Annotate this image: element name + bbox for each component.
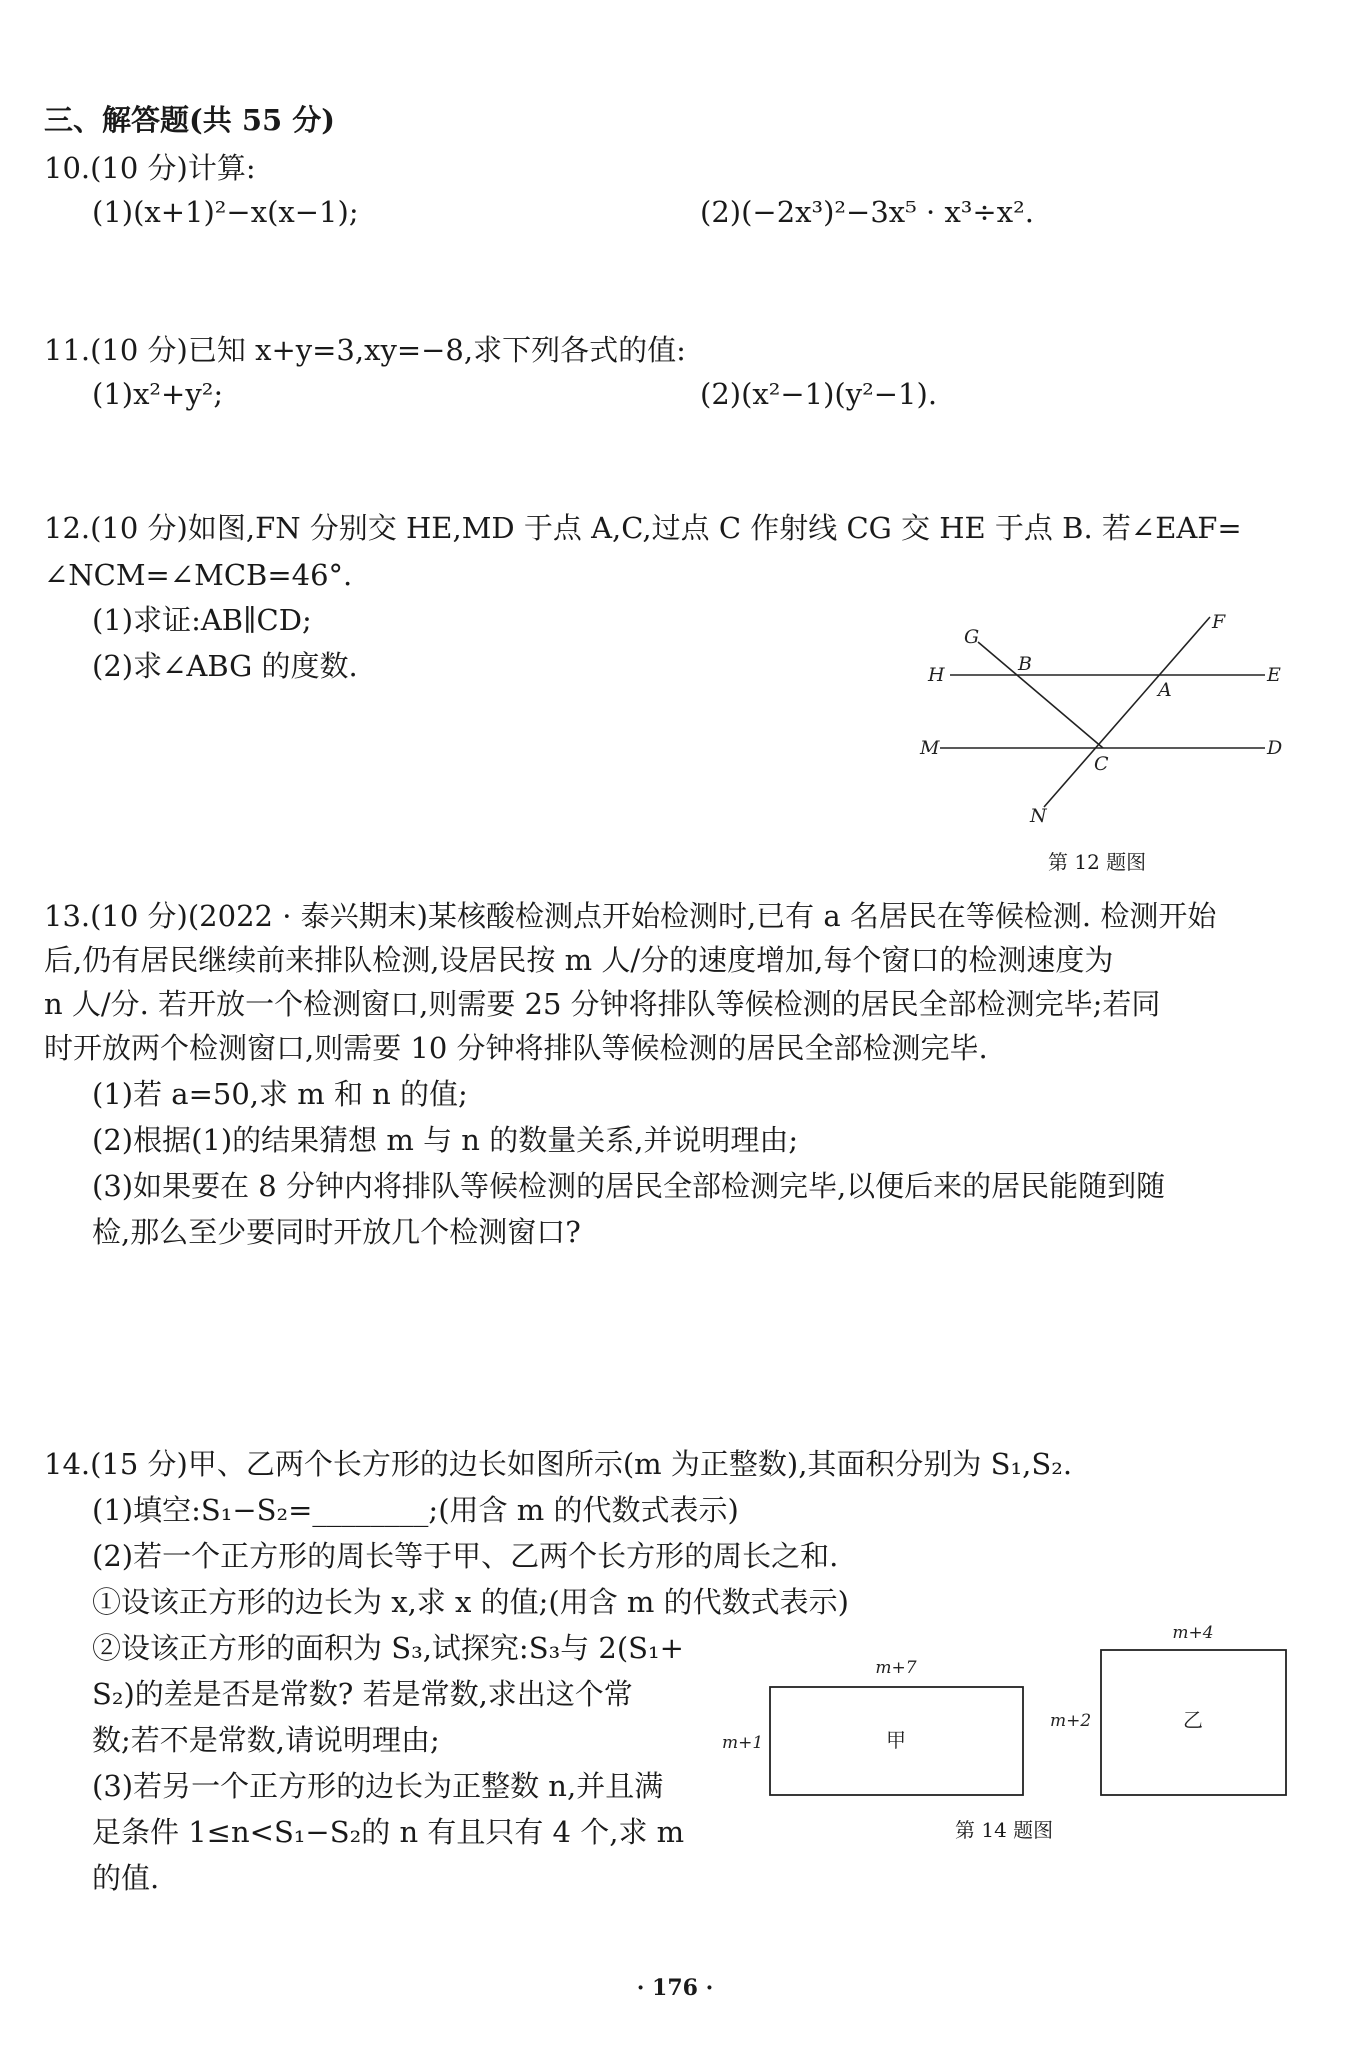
q13-part3-line2: 检,那么至少要同时开放几个检测窗口? (92, 1215, 581, 1249)
point-label-D: D (1267, 737, 1283, 759)
q12-part1: (1)求证:AB∥CD; (92, 603, 312, 637)
q12-stem-line1: 12.(10 分)如图,FN 分别交 HE,MD 于点 A,C,过点 C 作射线 CG 交 HE 于点 B. 若∠EAF= (44, 511, 1242, 545)
point-label-C: C (1094, 753, 1109, 775)
q13-line4: 时开放两个检测窗口,则需要 10 分钟将排队等候检测的居民全部检测完毕. (44, 1031, 988, 1065)
point-label-A: A (1158, 679, 1172, 701)
q14-figure-caption: 第 14 题图 (955, 1818, 1054, 1842)
q14-part3-line3: 的值. (92, 1861, 160, 1895)
q14-figure (710, 1615, 1330, 1815)
rect-jia-name: 甲 (886, 1728, 906, 1752)
q13-part2: (2)根据(1)的结果猜想 m 与 n 的数量关系,并说明理由; (92, 1123, 799, 1157)
q12-stem-line2: ∠NCM=∠MCB=46°. (44, 558, 353, 592)
line-FN (1044, 617, 1210, 807)
q12-figure-caption: 第 12 题图 (1048, 850, 1147, 874)
rect-jia-side-label: m+1 (722, 1733, 764, 1753)
q10-part2: (2)(−2x³)²−3x⁵ · x³÷x². (700, 195, 1034, 229)
point-label-H: H (928, 664, 945, 686)
point-label-F: F (1212, 611, 1226, 633)
point-label-E: E (1267, 664, 1281, 686)
q13-part3-line1: (3)如果要在 8 分钟内将排队等候检测的居民全部检测完毕,以便后来的居民能随到随 (92, 1169, 1166, 1203)
point-label-G: G (964, 626, 980, 648)
q14-sub2-line3: 数;若不是常数,请说明理由; (92, 1723, 440, 1757)
q13-line3: n 人/分. 若开放一个检测窗口,则需要 25 分钟将排队等候检测的居民全部检测完毕;若同 (44, 987, 1161, 1021)
q11-part1: (1)x²+y²; (92, 377, 224, 411)
ray-CG (978, 642, 1103, 748)
q14-sub2-line1: ②设该正方形的面积为 S₃,试探究:S₃与 2(S₁+ (92, 1631, 684, 1665)
q14-part1: (1)填空:S₁−S₂=________;(用含 m 的代数式表示) (92, 1493, 739, 1527)
q14-stem: 14.(15 分)甲、乙两个长方形的边长如图所示(m 为正整数),其面积分别为 S₁,S₂. (44, 1447, 1073, 1481)
rect-yi-top-label: m+4 (1172, 1623, 1214, 1643)
q13-part1: (1)若 a=50,求 m 和 n 的值; (92, 1077, 468, 1111)
point-label-N: N (1030, 805, 1047, 827)
q13-line1: 13.(10 分)(2022 · 泰兴期末)某核酸检测点开始检测时,已有 a 名居民在等候检测. 检测开始 (44, 899, 1217, 933)
rect-yi-name: 乙 (1183, 1708, 1203, 1732)
q14-part3-line2: 足条件 1≤n<S₁−S₂的 n 有且只有 4 个,求 m (92, 1815, 685, 1849)
page-number: · 176 · (636, 1975, 714, 2001)
point-label-B: B (1018, 653, 1032, 675)
q14-sub2-line2: S₂)的差是否是常数? 若是常数,求出这个常 (92, 1677, 633, 1711)
q14-part2: (2)若一个正方形的周长等于甲、乙两个长方形的周长之和. (92, 1539, 839, 1573)
q14-part3-line1: (3)若另一个正方形的边长为正整数 n,并且满 (92, 1769, 664, 1803)
rect-jia-top-label: m+7 (875, 1658, 917, 1678)
q13-line2: 后,仍有居民继续前来排队检测,设居民按 m 人/分的速度增加,每个窗口的检测速度为 (44, 943, 1114, 977)
q11-stem: 11.(10 分)已知 x+y=3,xy=−8,求下列各式的值: (44, 333, 686, 367)
point-label-M: M (920, 737, 940, 759)
rect-yi-side-label: m+2 (1050, 1711, 1092, 1731)
q12-part2: (2)求∠ABG 的度数. (92, 649, 358, 683)
q10-stem: 10.(10 分)计算: (44, 151, 256, 185)
section-title: 三、解答题(共 55 分) (44, 103, 335, 137)
q11-part2: (2)(x²−1)(y²−1). (700, 377, 938, 411)
q12-figure (910, 600, 1310, 850)
q10-part1: (1)(x+1)²−x(x−1); (92, 195, 359, 229)
q14-sub1: ①设该正方形的边长为 x,求 x 的值;(用含 m 的代数式表示) (92, 1585, 849, 1619)
